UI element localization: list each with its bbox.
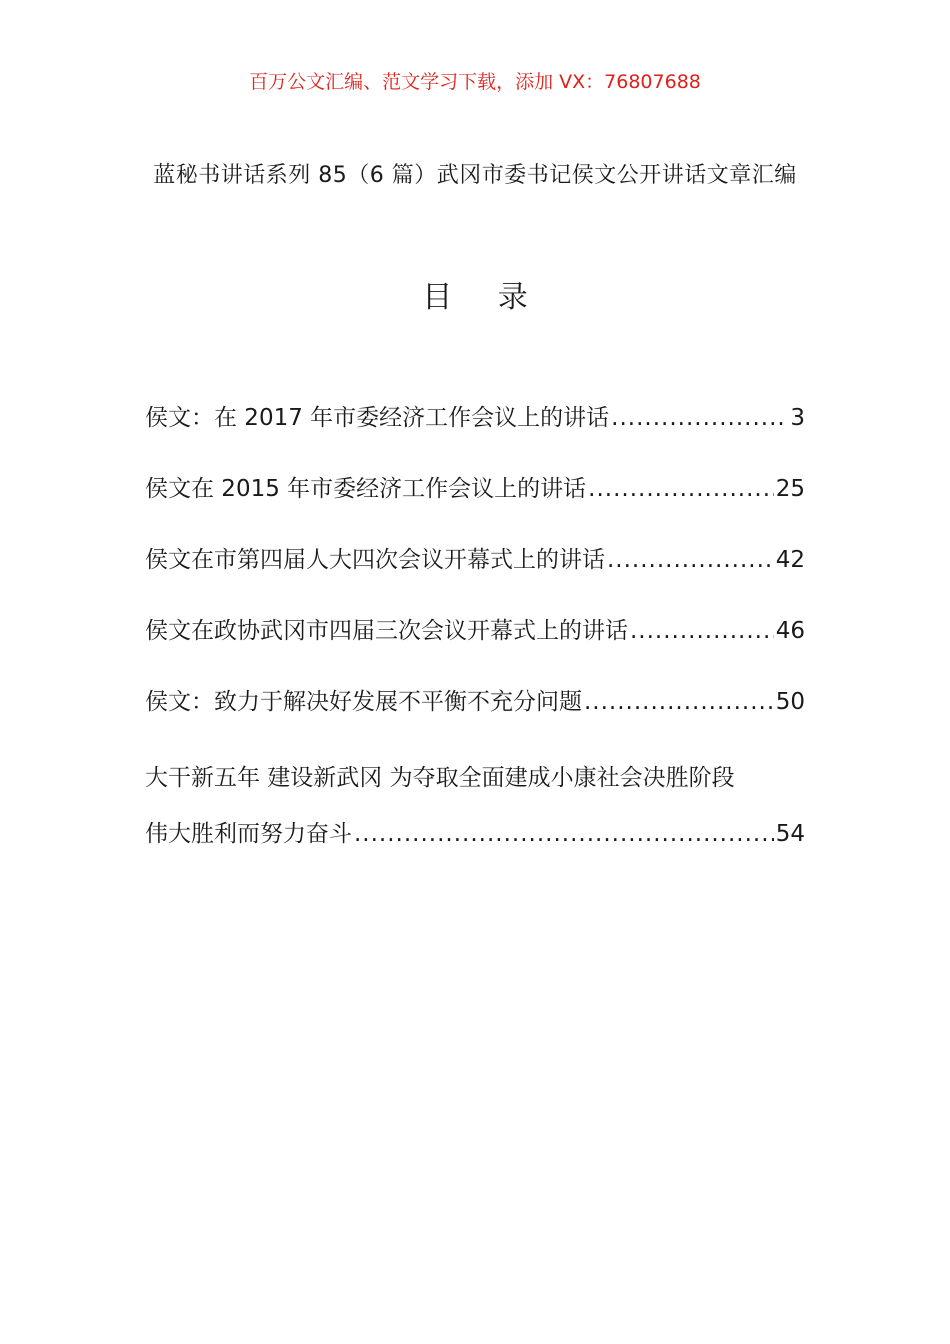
toc-entry-title: 侯文：致力于解决好发展不平衡不充分问题	[145, 689, 582, 715]
toc-entry-page: 50	[775, 689, 805, 715]
toc-entry-page: 3	[790, 405, 805, 431]
toc-entry[interactable]	[145, 537, 805, 583]
toc-entry[interactable]	[145, 679, 805, 725]
toc-entry-title: 侯文在 2015 年市委经济工作会议上的讲话	[145, 476, 587, 502]
toc-entry-page: 46	[775, 618, 805, 644]
toc-entry-title: 侯文在政协武冈市四届三次会议开幕式上的讲话	[145, 618, 628, 644]
toc-leader-dots	[584, 679, 774, 725]
toc-entry[interactable]	[145, 608, 805, 654]
toc-entry-title-line1: 大干新五年 建设新武冈 为夺取全面建成小康社会决胜阶段	[145, 765, 735, 791]
toc-entry-page: 54	[775, 821, 805, 847]
toc-entry-title: 侯文在市第四届人大四次会议开幕式上的讲话	[145, 547, 605, 573]
toc-leader-dots	[630, 608, 774, 654]
toc-heading: 目 录	[422, 280, 546, 315]
table-of-contents	[145, 395, 805, 887]
toc-leader-dots	[354, 806, 774, 862]
toc-entry-page: 25	[775, 476, 805, 502]
toc-entry[interactable]	[145, 395, 805, 441]
toc-leader-dots	[611, 395, 788, 441]
toc-entry-title: 侯文：在 2017 年市委经济工作会议上的讲话	[145, 405, 610, 431]
toc-entry[interactable]	[145, 750, 805, 862]
toc-leader-dots	[607, 537, 774, 583]
toc-entry-page: 42	[775, 547, 805, 573]
toc-entry-title-line2: 伟大胜利而努力奋斗	[145, 821, 352, 847]
toc-entry[interactable]	[145, 466, 805, 512]
watermark-banner: 百万公文汇编、范文学习下载，添加 VX：76807688	[249, 71, 701, 93]
toc-leader-dots	[588, 466, 774, 512]
document-title: 蓝秘书讲话系列 85（6 篇）武冈市委书记侯文公开讲话文章汇编	[153, 163, 797, 188]
toc-entry-line2	[145, 806, 805, 862]
